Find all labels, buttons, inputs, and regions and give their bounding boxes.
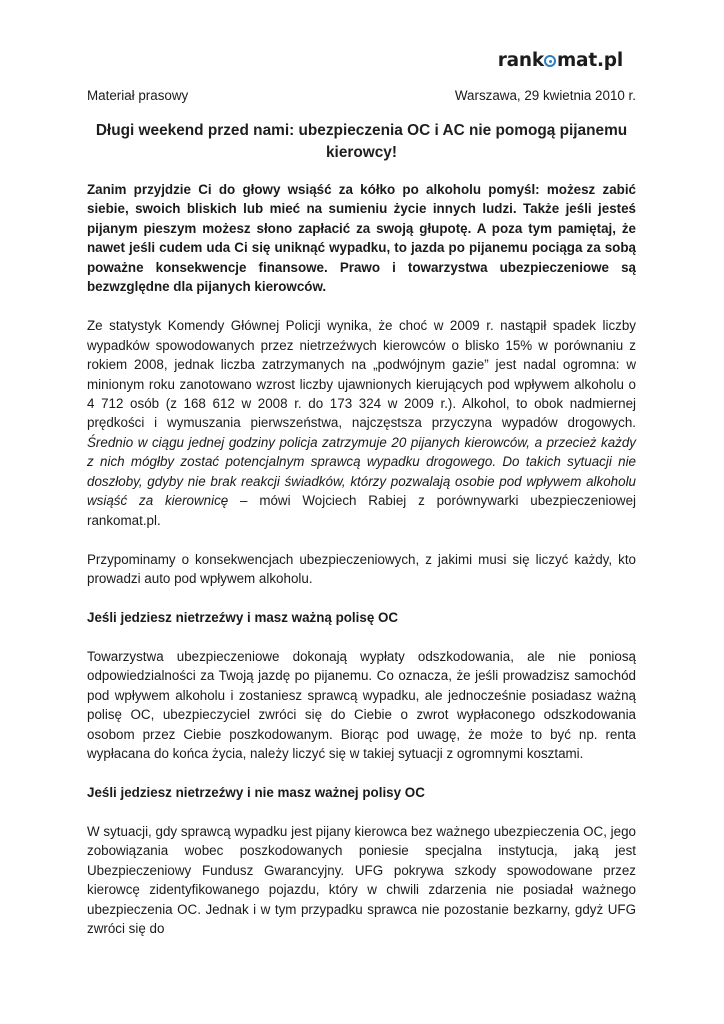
no-oc-paragraph: W sytuacji, gdy sprawcą wypadku jest pijany kierowca bez ważnego ubezpieczenia OC, jego zobowiązania wobec poszkodowanych poniesie specjalna instytucja, jaką jest Ubezpieczeniowy Fundusz Gwarancyjny. UFG pokrywa szkody spowodowane przez kierowcę zidentyfikowanego pojazdu, który w chwili zdarzenia nie posiadał ważnego ubezpieczenia OC. Jednak i w tym przypadku sprawca nie pozostanie bezkarny, gdyż UFG zwróci się do bbox=[87, 823, 636, 937]
quote-text: Średnio w ciągu jednej godziny policja zatrzymuje 20 pijanych kierowców, a przecież każdy z nich mógłby zostać potencjalnym sprawcą wypadku drogowego. Do takich sytuacji nie doszłoby, gdyby nie brak reakcji świadków, którzy pozwalają osobie pod wpływem alkoholu wsiąść za kierownicę bbox=[87, 434, 636, 509]
logo-o-icon bbox=[544, 55, 556, 67]
date-location: Warszawa, 29 kwietnia 2010 r. bbox=[454, 88, 636, 103]
section-heading-no-oc: Jeśli jedziesz nietrzeźwy i nie masz ważnej polisy OC bbox=[87, 784, 425, 800]
rankomat-logo bbox=[498, 50, 623, 71]
document-body bbox=[87, 180, 636, 958]
logo-text-rank: rank bbox=[497, 50, 544, 71]
section-heading-valid-oc: Jeśli jedziesz nietrzeźwy i masz ważną polisę OC bbox=[87, 609, 399, 625]
valid-oc-paragraph: Towarzystwa ubezpieczeniowe dokonają wypłaty odszkodowania, ale nie poniosą odpowiedzialności za Twoją jazdę po pijanemu. Co oznacza, że jeśli prowadzisz samochód pod wpływem alkoholu i zostaniesz sprawcą wypadku, ale jednocześnie posiadasz ważną polisę OC, ubezpieczyciel zwróci się do Ciebie o zwrot wypłaconego odszkodowania osobom przez Ciebie poszkodowanym. Biorąc pod uwagę, że może to być np. renta wypłacana do końca życia, należy liczyć się w takiej sytuacji z ogromnymi kosztami. bbox=[87, 648, 636, 762]
lead-paragraph: Zanim przyjdzie Ci do głowy wsiąść za kółko po alkoholu pomyśl: możesz zabić siebie, swoich bliskich lub mieć na sumieniu życie innych ludzi. Także jeśli jesteś pijanym pieszym możesz słono zapłacić za swoją głupotę. A poza tym pamiętaj, że nawet jeśli cudem uda Ci się uniknąć wypadku, to jazda po pijanemu pociąga za sobą poważne konsekwencje finansowe. Prawo i towarzystwa ubezpieczeniowe są bezwzględne dla pijanych kierowców. bbox=[87, 182, 636, 295]
document-title: Długi weekend przed nami: ubezpieczenia OC i AC nie pomogą pijanemu kierowcy! bbox=[95, 122, 628, 161]
reminder-paragraph: Przypominamy o konsekwencjach ubezpieczeniowych, z jakimi musi się liczyć każdy, kto prowadzi auto pod wpływem alkoholu. bbox=[87, 551, 636, 587]
statistics-text: Ze statystyk Komendy Głównej Policji wynika, że choć w 2009 r. nastąpił spadek liczby wypadków spowodowanych przez nietrzeźwych kierowców o blisko 15% w porównaniu z rokiem 2008, jednak liczba zatrzymanych na „podwójnym gazie” jest nadal ogromna: w minionym roku zanotowano wzrost liczby ujawnionych kierujących pod wpływem alkoholu o 4 712 osób (z 168 612 w 2008 r. do 173 324 w 2009 r.). Alkohol, to obok nadmiernej prędkości i wymuszania pierwszeństwa, najczęstsza przyczyna wypadów drogowych. bbox=[87, 318, 636, 431]
press-release-label: Materiał prasowy bbox=[87, 88, 189, 103]
document-header bbox=[87, 88, 636, 103]
statistics-paragraph bbox=[87, 316, 636, 530]
logo-text-mat: mat.pl bbox=[556, 50, 623, 71]
quote-attribution: – mówi Wojciech Rabiej z porównywarki ubezpieczeniowej rankomat.pl. bbox=[87, 493, 636, 528]
